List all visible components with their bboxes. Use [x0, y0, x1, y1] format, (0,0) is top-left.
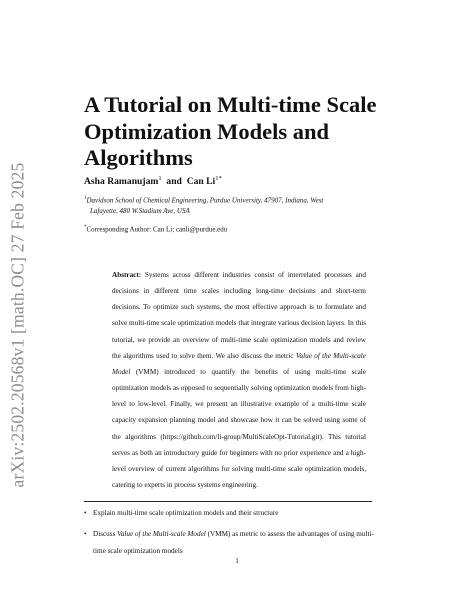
- highlights-divider: [84, 501, 372, 502]
- highlight-item: [84, 526, 384, 559]
- bullet-icon: •: [84, 509, 87, 517]
- arxiv-identifier-sidebar: [3, 150, 33, 500]
- affiliation-line: Lafayette, 480 W.Stadium Ave, USA: [90, 206, 190, 215]
- abstract-text: Systems across different industries consist of interrelated processes and decisions in different time scales including long-time decisions and short-term decisions. To optimize such systems, the most effective approach is to formulate and solve multi-time scale optimization models that integrate various decision layers. In this tutorial, we provide an overview of multi-time scale optimization models and review the algorithms used to solve them. We also discuss the metric: [112, 271, 366, 360]
- author-list: Asha Ramanujam$^1$ and Can $Li^{1*}$: [84, 175, 222, 188]
- author-name: Asha Ramanujam: [84, 176, 159, 188]
- abstract: [112, 267, 366, 493]
- bullet-icon: •: [84, 530, 87, 539]
- abstract-emphasis: Value of the Multi-scale Model: [112, 351, 366, 376]
- corresponding-author-note: [84, 225, 227, 233]
- page-number: 1: [235, 557, 239, 565]
- highlights-list: [84, 505, 384, 559]
- affiliation-line: Davidson School of Chemical Engineering, Purdue University, 47907, Indiana, West: [86, 196, 324, 205]
- author-affiliation-mark: 1: [158, 175, 162, 182]
- abstract-label: Abstract:: [112, 271, 142, 279]
- highlight-emphasis: Value of the Multi-scale Model: [117, 530, 206, 539]
- affiliation: [84, 194, 384, 216]
- highlight-text: Discuss: [93, 530, 118, 539]
- arxiv-identifier-text: arXiv:2502.20568v1 [math.OC] 27 Feb 2025: [7, 162, 28, 488]
- highlight-item: [84, 505, 384, 521]
- affiliation-mark: 1: [84, 196, 87, 201]
- author-affiliation-mark: 1*: [215, 175, 222, 182]
- author-name: Can Li: [186, 176, 216, 188]
- abstract-text: (VMM) introduced to quantify the benefits of using multi-time scale optimization models as opposed to sequentially solving optimization models from high-level to low-level. Finally, we present an illustrative example of a multi-time scale capacity expansion planning model and showcase how it can be solved using some of the algorithms (https://github.com/li-group/MultiScaleOpt-Tutorial.git). This tutorial serves as both an introductory guide for beginners with no prior experience and a high-level overview of current algorithms for solving multi-time scale optimization models, catering to experts in process systems engineering.: [112, 367, 366, 490]
- paper-title: A Tutorial on Multi-time Scale Optimization Models and Algorithms: [84, 92, 377, 170]
- corresponding-mark: *: [84, 225, 87, 230]
- corresponding-author-text: Corresponding Author: Can Li; canli@purdue.edu: [86, 225, 228, 234]
- highlight-text: Explain multi-time scale optimization models and their structure: [93, 509, 279, 517]
- highlight-text: (VMM) as metric to assess the advantages of using multi-time scale optimization models: [93, 530, 374, 555]
